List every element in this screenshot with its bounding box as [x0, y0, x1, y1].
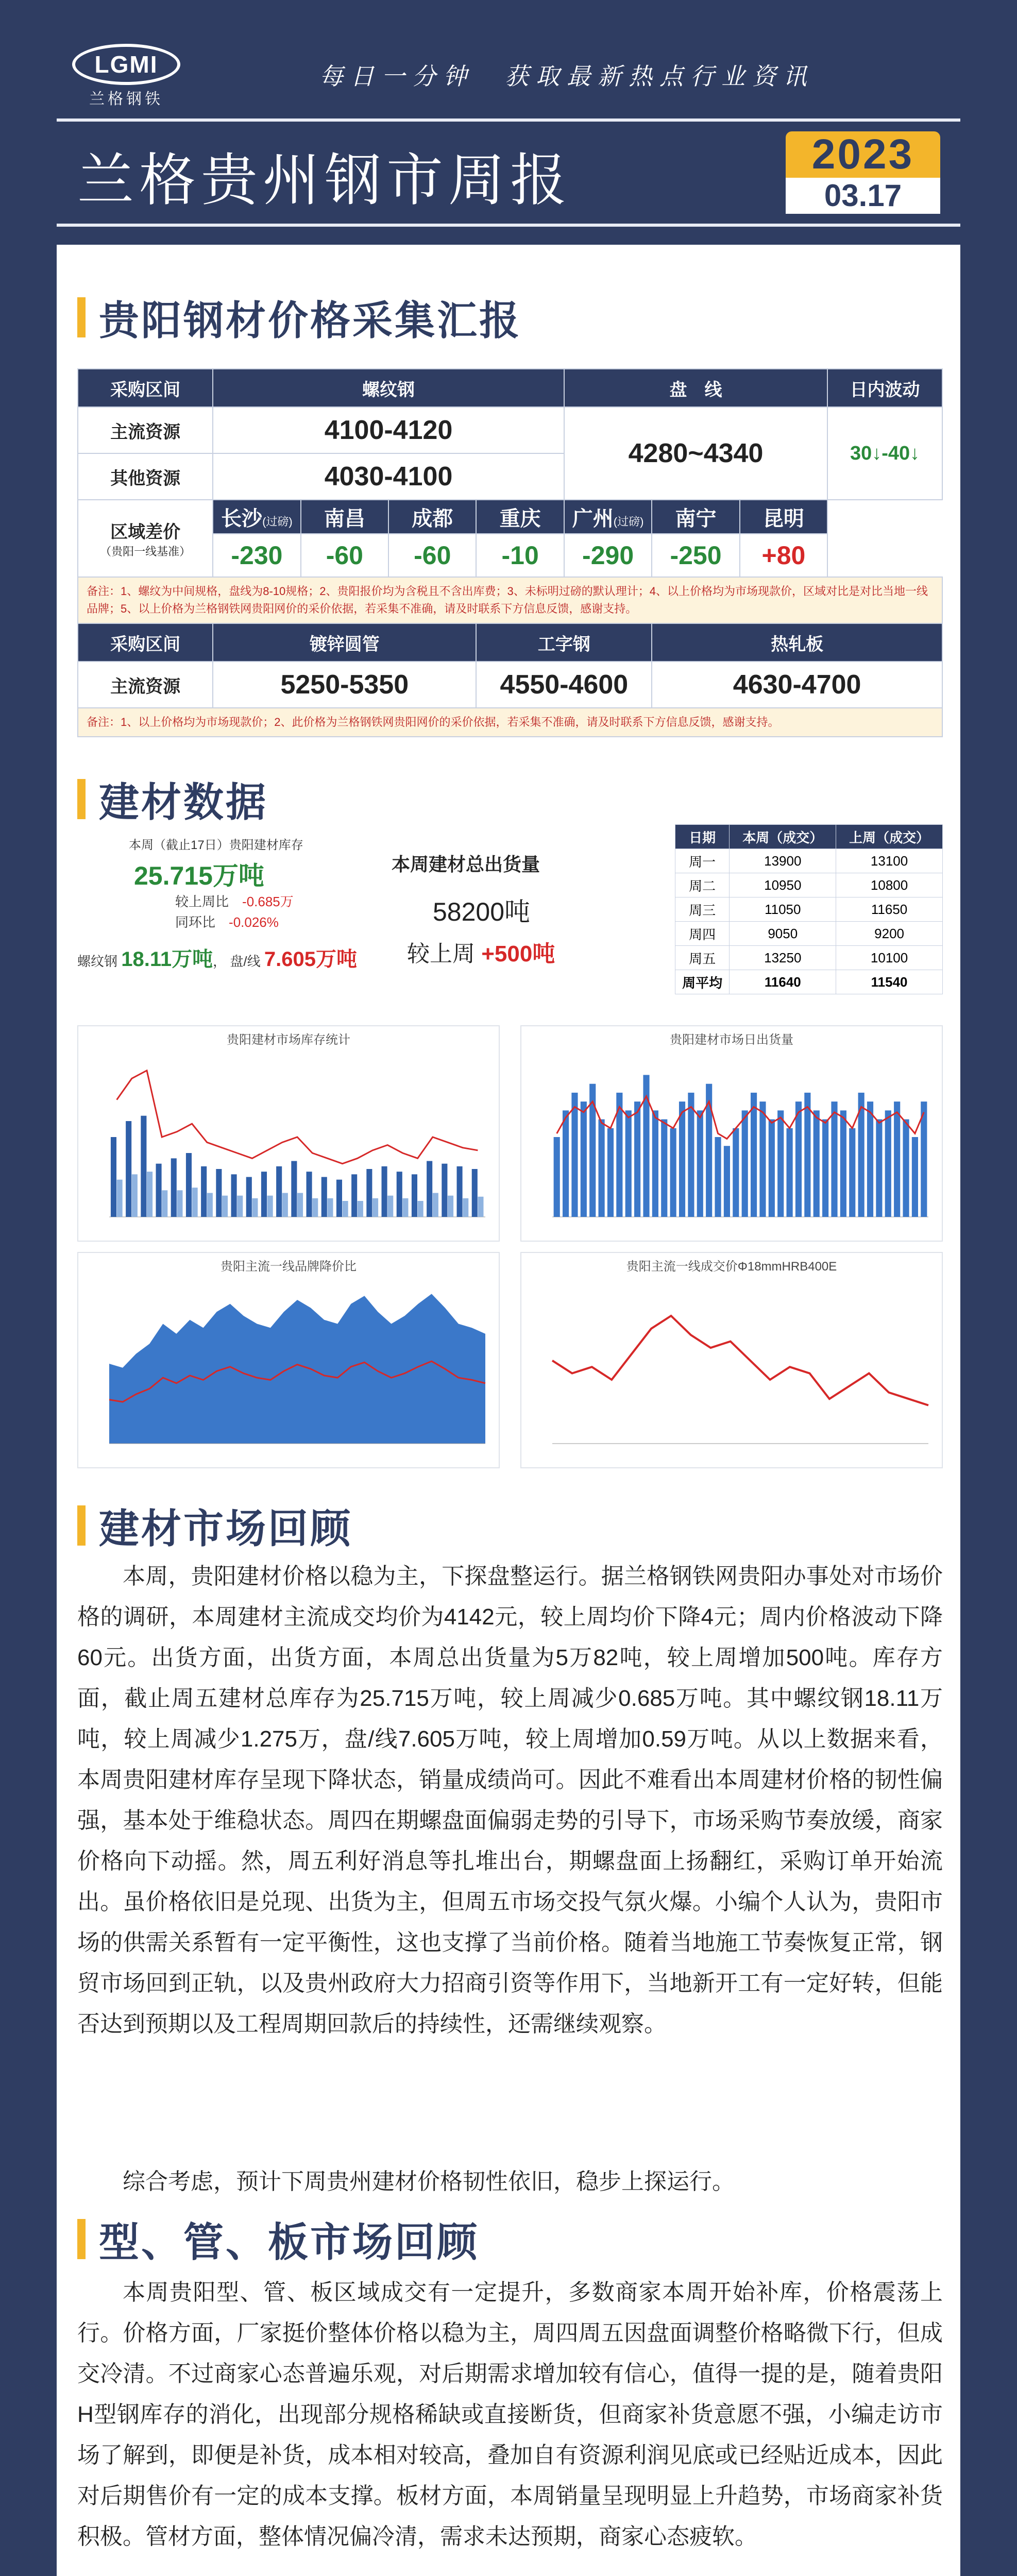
pipe-price: 5250-5350 [213, 662, 476, 708]
bar-rebar [397, 1172, 402, 1217]
bar-shipment [849, 1128, 855, 1217]
tagline: 每日一分钟 获取最新热点行业资讯 [319, 62, 814, 90]
city-name: 重庆 [499, 507, 541, 530]
chart-title: 贵阳建材市场库存统计 [227, 1033, 350, 1047]
bar-coil [237, 1196, 243, 1217]
title-accent-bar [77, 779, 86, 819]
daily-cell: 11050 [730, 897, 836, 922]
daily-cell: 周五 [675, 946, 730, 970]
bar-rebar [216, 1169, 222, 1217]
bar-rebar [246, 1177, 252, 1217]
bar-coil [297, 1193, 303, 1217]
logo-mark: LGMI [72, 44, 180, 85]
line-total [117, 1071, 478, 1164]
daily-cell: 周二 [675, 873, 730, 897]
title-accent-bar [77, 2219, 86, 2259]
header-cell: 盘 线 [564, 369, 827, 407]
bar-coil [372, 1198, 378, 1217]
city-name: 南宁 [675, 507, 717, 530]
bar-coil [252, 1198, 258, 1217]
line-price [552, 1316, 928, 1405]
tube-paragraph: 本周贵阳型、管、板区域成交有一定提升，多数商家本周开始补库，价格震荡上行。价格方面，厂家挺价整体价格以稳为主，周四周五因盘面调整价格略微下行，但成交冷清。不过商家心态普遍乐观，对后期需求增加较有信心，值得一提的是，随着贵阳H型钢库存的消化，出现部分规格稀缺或直接断货，但商家补货意愿不强，小编走访市场了解到，即便是补货，成本相对较高，叠加自有资源利润见底或已经贴近成本，因此对后期售价有一定的成本支撑。板材方面，本周销量呈现明显上升趋势，市场商家补货积极。管材方面，整体情况偏冷清，需求未达预期，商家心态疲软。 [77, 2280, 943, 2549]
region-label: 区域差价 [110, 522, 181, 542]
bar-coil [343, 1201, 348, 1217]
chart-title: 贵阳主流一线成交价Φ18mmHRB400E [626, 1260, 837, 1274]
bar-shipment [867, 1101, 873, 1217]
daily-cell: 13250 [730, 946, 836, 970]
date-label: 03.17 [786, 178, 940, 214]
coil-inventory: 7.605万吨 [264, 948, 357, 971]
chart-shipment [520, 1025, 943, 1242]
bar-rebar [156, 1164, 162, 1217]
discount-chart-svg [78, 1253, 499, 1467]
bar-shipment [679, 1101, 685, 1217]
bar-shipment [599, 1120, 605, 1217]
bar-coil [162, 1190, 167, 1217]
bar-coil [132, 1174, 138, 1217]
city-diff: -10 [476, 534, 564, 577]
header-cell: 采购区间 [78, 623, 213, 662]
section-price-title [77, 289, 521, 346]
bar-shipment [571, 1093, 578, 1217]
bar-coil [418, 1201, 423, 1217]
wow-value: -0.685万 [242, 894, 294, 909]
inventory-yoy [175, 912, 279, 931]
bar-coil [207, 1193, 213, 1217]
chart-price [520, 1252, 943, 1468]
city-header [652, 500, 739, 534]
city-diff: -250 [652, 534, 739, 577]
bar-coil [147, 1172, 152, 1217]
bar-rebar [186, 1153, 192, 1217]
daily-header: 日期 [675, 825, 730, 849]
city-name: 广州 [572, 507, 614, 530]
bar-rebar [276, 1166, 282, 1217]
section-title-text: 型、管、板市场回顾 [99, 2219, 480, 2265]
price-note: 备注：1、螺纹为中间规格，盘线为8-10规格；2、贵阳报价均为含税且不含出库费；3、未标明过磅的默认理计；4、以上价格均为市场现款价，区域对比是对比当地一线品牌；5、以上价格为兰格钢铁网贵阳网价的采价依据，若采集不准确，请及时联系下方信息反馈，感谢支持。 [78, 577, 942, 623]
bar-coil [282, 1193, 288, 1217]
inventory-breakdown: 螺纹钢 18.11万吨， 盘/线 7.605万吨 [77, 948, 357, 971]
city-header [740, 500, 827, 534]
shipment-change [407, 935, 555, 968]
bar-shipment [634, 1101, 640, 1217]
bar-shipment [795, 1101, 802, 1217]
year-label: 2023 [786, 131, 940, 178]
rebar-price: 4100-4120 [213, 407, 564, 453]
bar-shipment [670, 1128, 676, 1217]
header-cell: 工字钢 [476, 623, 652, 662]
bar-shipment [876, 1120, 882, 1217]
city-header [301, 500, 388, 534]
wow-label: 较上周比 [175, 894, 229, 909]
bar-coil [222, 1196, 228, 1217]
city-header [476, 500, 564, 534]
inventory-box [77, 824, 366, 1020]
bar-shipment [563, 1110, 569, 1217]
rebar-inventory: 18.11万吨 [121, 948, 213, 971]
daily-cell: 11640 [730, 970, 836, 994]
shipment-chart-svg [521, 1026, 942, 1241]
row-label: 主流资源 [78, 662, 213, 708]
section-title-text: 贵阳钢材价格采集汇报 [99, 298, 522, 343]
inventory-wow [175, 891, 294, 910]
daily-cell: 11540 [836, 970, 943, 994]
coil-label: 盘/线 [230, 954, 261, 969]
logo-name: 兰格钢铁 [89, 90, 163, 108]
city-tag: (过磅) [262, 515, 293, 528]
header-cell: 镀锌圆管 [213, 623, 476, 662]
date-badge [786, 131, 940, 214]
bar-shipment [912, 1137, 918, 1217]
bar-rebar [382, 1166, 387, 1217]
daily-cell: 周三 [675, 897, 730, 922]
header-cell: 螺纹钢 [213, 369, 564, 407]
daily-cell: 13100 [836, 849, 943, 873]
bar-shipment [554, 1137, 560, 1217]
section-title-text: 建材市场回顾 [99, 1506, 353, 1551]
rebar-label: 螺纹钢 [77, 954, 118, 969]
daily-cell: 9200 [836, 922, 943, 946]
bar-coil [433, 1193, 438, 1217]
bar-rebar [336, 1180, 342, 1217]
city-header [564, 500, 652, 534]
bar-coil [192, 1188, 198, 1217]
bar-shipment [769, 1120, 775, 1217]
rebar-price: 4030-4100 [213, 453, 564, 500]
fluctuation: 30↓-40↓ [827, 407, 942, 500]
daily-cell: 周四 [675, 922, 730, 946]
bar-rebar [171, 1158, 177, 1217]
bar-rebar [412, 1174, 417, 1217]
bar-shipment [715, 1137, 721, 1217]
bar-rebar [366, 1169, 372, 1217]
bar-shipment [787, 1128, 793, 1217]
wire-price: 4280~4340 [564, 407, 827, 500]
daily-header: 本周（成交） [730, 825, 836, 849]
daily-cell: 周一 [675, 849, 730, 873]
bar-coil [358, 1201, 363, 1217]
bar-rebar [321, 1177, 327, 1217]
bar-shipment [777, 1110, 784, 1217]
inventory-chart-svg [78, 1026, 499, 1241]
chart-discount [77, 1252, 500, 1468]
price-table [77, 368, 943, 737]
section-title-text: 建材数据 [99, 779, 268, 825]
price-note: 备注：1、以上价格均为市场现款价；2、此价格为兰格钢铁网贵阳网价的采价依据，若采集不准确，请及时联系下方信息反馈，感谢支持。 [78, 708, 942, 737]
bar-coil [267, 1196, 273, 1217]
bar-shipment [751, 1093, 757, 1217]
change-label: 较上周 [407, 941, 475, 967]
bar-rebar [261, 1172, 267, 1217]
bar-rebar [427, 1161, 432, 1217]
daily-cell: 10100 [836, 946, 943, 970]
bar-rebar [126, 1121, 131, 1217]
city-name: 长沙 [221, 507, 263, 530]
plate-price: 4630-4700 [652, 662, 942, 708]
yoy-value: -0.026% [229, 914, 279, 930]
lgmi-logo [72, 44, 183, 106]
bar-shipment [903, 1120, 909, 1217]
row-label: 主流资源 [78, 407, 213, 453]
bar-rebar [231, 1174, 237, 1217]
review-conclusion: 综合考虑，预计下周贵州建材价格韧性依旧，稳步上探运行。 [123, 2169, 735, 2194]
review-paragraph: 本周，贵阳建材价格以稳为主，下探盘整运行。据兰格钢铁网贵阳办事处对市场价格的调研，本周建材主流成交均价为4142元，较上周均价下降4元；周内价格波动下降60元。出货方面，出货方面，本周总出货量为5万82吨，较上周增加500吨。库存方面，截止周五建材总库存为25.715万吨，较上周减少0.685万吨。其中螺纹钢18.11万吨，较上周减少1.275万，盘/线7.605万吨，较上周增加0.59万吨。从以上数据来看，本周贵阳建材库存呈现下降状态，销量成绩尚可。因此不难看出本周建材价格的韧性偏强，基本处于维稳状态。周四在期螺盘面偏弱走势的引导下，市场采购节奏放缓，商家价格向下动摇。然，周五利好消息等扎堆出台，期螺盘面上扬翻红，采购订单开始流出。虽价格依旧是兑现、出货为主，但周五市场交投气氛火爆。小编个人认为，贵阳市场的供需关系暂有一定平衡性，这也支撑了当前价格。随着当地施工节奏恢复正常，钢贸市场回到正轨，以及贵州政府大力招商引资等作用下，当地新开工有一定好转，但能否达到预期以及工程周期回款后的持续性，还需继续观察。 [77, 1564, 943, 2037]
bar-coil [402, 1198, 408, 1217]
bar-shipment [697, 1110, 703, 1217]
bar-shipment [724, 1146, 730, 1217]
daily-cell: 周平均 [675, 970, 730, 994]
city-name: 南昌 [324, 507, 365, 530]
bar-shipment [688, 1093, 694, 1217]
bar-coil [463, 1198, 468, 1217]
header-cell: 采购区间 [78, 369, 213, 407]
daily-cell: 9050 [730, 922, 836, 946]
inventory-label: 本周（截止17日）贵阳建材库存 [129, 838, 303, 852]
bar-coil [327, 1198, 333, 1217]
bar-rebar [442, 1164, 447, 1217]
bar-shipment [840, 1110, 846, 1217]
header-cell: 日内波动 [827, 369, 942, 407]
city-diff: -60 [388, 534, 476, 577]
bar-coil [312, 1198, 318, 1217]
change-value: +500吨 [481, 941, 555, 967]
bar-rebar [291, 1161, 297, 1217]
bar-shipment [759, 1101, 766, 1217]
bar-shipment [885, 1110, 891, 1217]
daily-cell: 13900 [730, 849, 836, 873]
bar-shipment [742, 1110, 748, 1217]
region-label-cell [78, 500, 213, 577]
bar-shipment [581, 1101, 587, 1217]
bar-shipment [625, 1110, 632, 1217]
chart-title: 贵阳建材市场日出货量 [670, 1033, 793, 1047]
page-title: 兰格贵州钢市周报 [77, 147, 572, 213]
bar-shipment [813, 1110, 820, 1217]
city-diff: -60 [301, 534, 388, 577]
city-diff: +80 [740, 534, 827, 577]
city-header [213, 500, 300, 534]
bar-coil [387, 1196, 393, 1217]
section-data-title [77, 770, 268, 828]
bar-rebar [351, 1174, 357, 1217]
daily-cell: 11650 [836, 897, 943, 922]
shipment-value: 58200吨 [433, 897, 531, 926]
price-chart-svg [521, 1253, 942, 1467]
row-label: 其他资源 [78, 453, 213, 500]
ibeam-price: 4550-4600 [476, 662, 652, 708]
bar-rebar [457, 1166, 463, 1217]
bar-shipment [652, 1110, 658, 1217]
city-name: 昆明 [762, 507, 804, 530]
bar-shipment [733, 1128, 739, 1217]
bar-coil [177, 1190, 182, 1217]
bar-shipment [831, 1101, 837, 1217]
city-header [388, 500, 476, 534]
section-review-title [77, 1497, 352, 1554]
city-tag: (过磅) [613, 515, 644, 528]
bar-rebar [472, 1169, 478, 1217]
bar-coil [448, 1196, 453, 1217]
title-accent-bar [77, 297, 86, 337]
bar-coil [117, 1180, 123, 1217]
bar-shipment [661, 1120, 667, 1217]
bar-coil [478, 1197, 483, 1217]
title-accent-bar [77, 1505, 86, 1546]
bar-shipment [607, 1128, 614, 1217]
daily-cell: 10950 [730, 873, 836, 897]
bar-rebar [141, 1116, 146, 1217]
yoy-label: 同环比 [175, 914, 216, 930]
bar-rebar [111, 1137, 116, 1217]
city-diff: -290 [564, 534, 652, 577]
daily-cell: 10800 [836, 873, 943, 897]
shipment-label: 本周建材总出货量 [392, 854, 540, 875]
inventory-total: 25.715万吨 [134, 861, 264, 890]
bar-rebar [201, 1166, 207, 1217]
bar-shipment [804, 1093, 810, 1217]
bar-shipment [822, 1120, 828, 1217]
daily-sales-table [675, 824, 943, 994]
city-diff: -230 [213, 534, 300, 577]
chart-title: 贵阳主流一线品牌降价比 [221, 1260, 357, 1274]
region-sub: （贵阳一线基准） [100, 545, 191, 558]
section-tube-title [77, 2210, 479, 2268]
header-cell: 热轧板 [652, 623, 942, 662]
daily-header: 上周（成交） [836, 825, 943, 849]
bar-shipment [894, 1101, 900, 1217]
area-discount [109, 1294, 485, 1444]
bar-rebar [307, 1172, 312, 1217]
city-name: 成都 [412, 507, 453, 530]
chart-inventory [77, 1025, 500, 1242]
shipment-box [371, 824, 665, 1020]
